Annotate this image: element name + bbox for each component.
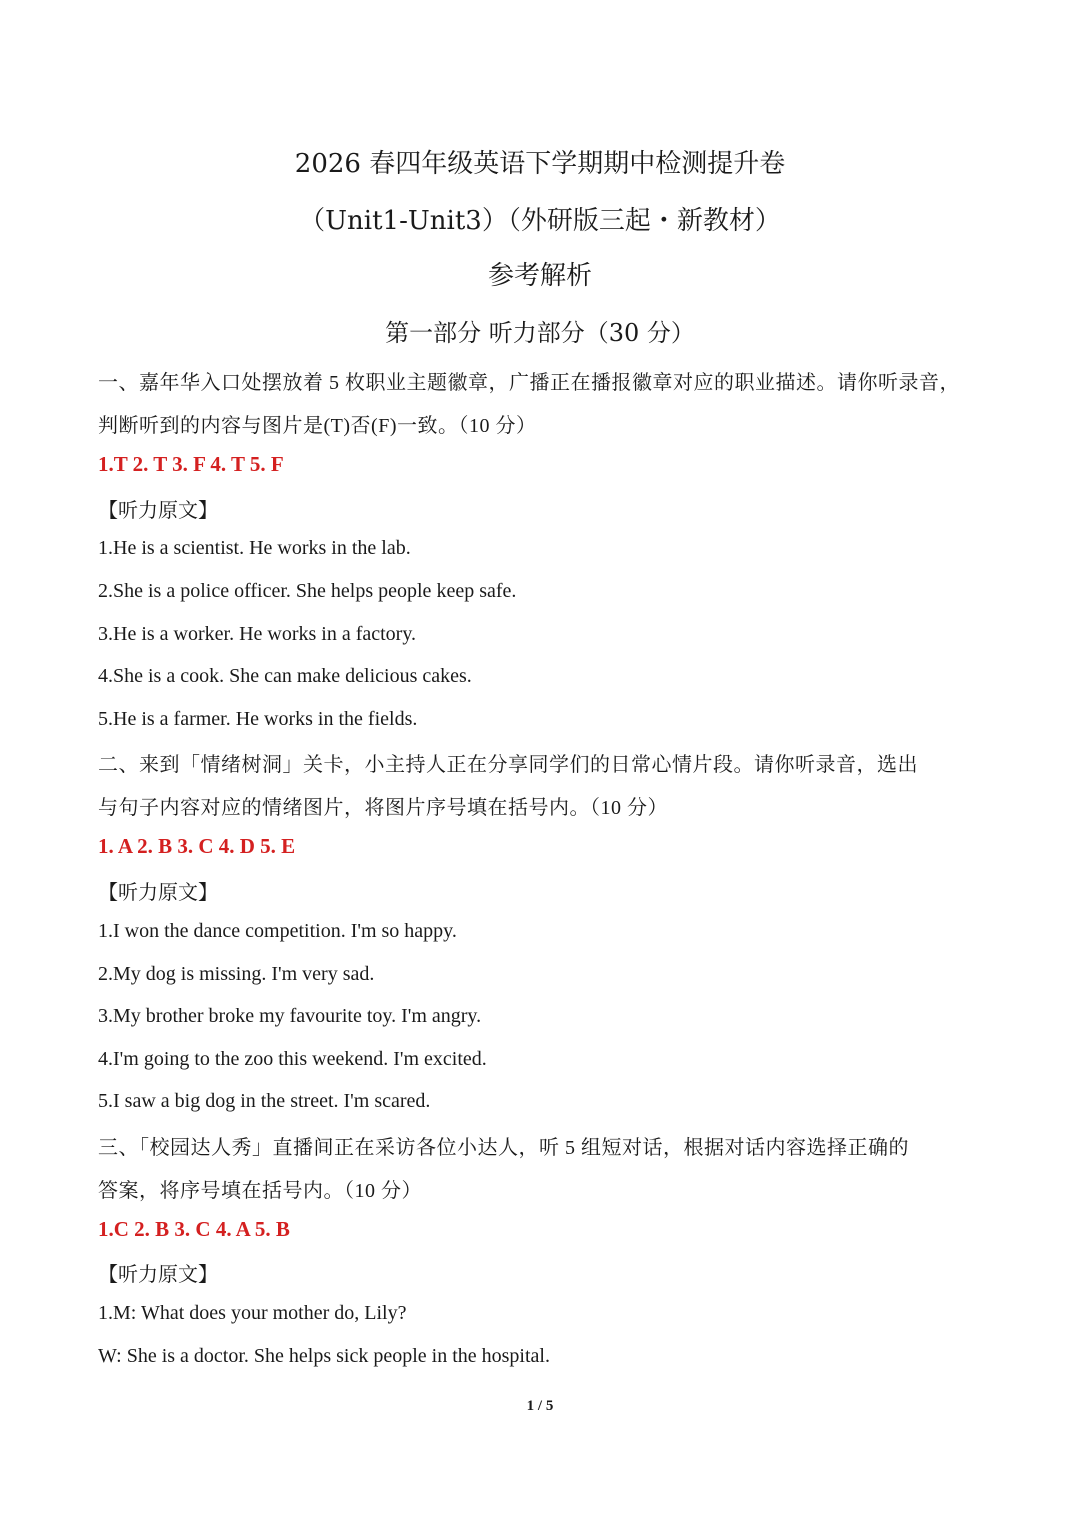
q1-script-line: 2.She is a police officer. She helps people keep safe. <box>98 580 517 602</box>
q2-script-line: 2.My dog is missing. I'm very sad. <box>98 963 375 985</box>
q1-script-line: 3.He is a worker. He works in a factory. <box>98 623 417 645</box>
part-heading: 第一部分 听力部分（30 分） <box>385 319 695 347</box>
q2-script-line: 3.My brother broke my favourite toy. I'm angry. <box>98 1005 482 1027</box>
q2-instruction-line2: 与句子内容对应的情绪图片，将图片序号填在括号内。（10 分） <box>98 797 668 819</box>
q2-script-label: 【听力原文】 <box>98 882 218 904</box>
q3-instruction-line1: 三、「校园达人秀」直播间正在采访各位小达人，听 5 组短对话，根据对话内容选择正确的 <box>98 1137 909 1159</box>
document-title: 2026 春四年级英语下学期期中检测提升卷 <box>294 149 786 179</box>
q2-answers: 1. A 2. B 3. C 4. D 5. E <box>98 834 296 858</box>
page-number: 1 / 5 <box>526 1398 554 1414</box>
q2-script-line: 1.I won the dance competition. I'm so happy. <box>98 920 457 942</box>
q1-script-line: 1.He is a scientist. He works in the lab. <box>98 537 411 559</box>
q3-script-line: 1.M: What does your mother do, Lily? <box>98 1302 407 1324</box>
q3-instruction-line2: 答案，将序号填在括号内。（10 分） <box>98 1180 422 1202</box>
q2-script-line: 5.I saw a big dog in the street. I'm scared. <box>98 1090 431 1112</box>
document-type-heading: 参考解析 <box>487 261 592 291</box>
q1-script-label: 【听力原文】 <box>98 500 218 522</box>
q3-answers: 1.C 2. B 3. C 4. A 5. B <box>98 1217 290 1241</box>
q1-answers: 1.T 2. T 3. F 4. T 5. F <box>98 452 284 476</box>
q2-instruction-line1: 二、来到「情绪树洞」关卡，小主持人正在分享同学们的日常心情片段。请你听录音，选出 <box>98 754 918 776</box>
q3-script-label: 【听力原文】 <box>98 1264 218 1286</box>
q1-instruction-line2: 判断听到的内容与图片是(T)否(F)一致。（10 分） <box>98 415 537 437</box>
q3-script-line: W: She is a doctor. She helps sick people in the hospital. <box>98 1345 550 1367</box>
q1-instruction-line1: 一、嘉年华入口处摆放着 5 枚职业主题徽章，广播正在播报徽章对应的职业描述。请你听录音， <box>98 372 960 394</box>
document-subtitle: （Unit1-Unit3）（外研版三起・新教材） <box>299 206 781 236</box>
q1-script-line: 5.He is a farmer. He works in the fields. <box>98 708 418 730</box>
q2-script-line: 4.I'm going to the zoo this weekend. I'm excited. <box>98 1048 487 1070</box>
q1-script-line: 4.She is a cook. She can make delicious cakes. <box>98 665 472 687</box>
